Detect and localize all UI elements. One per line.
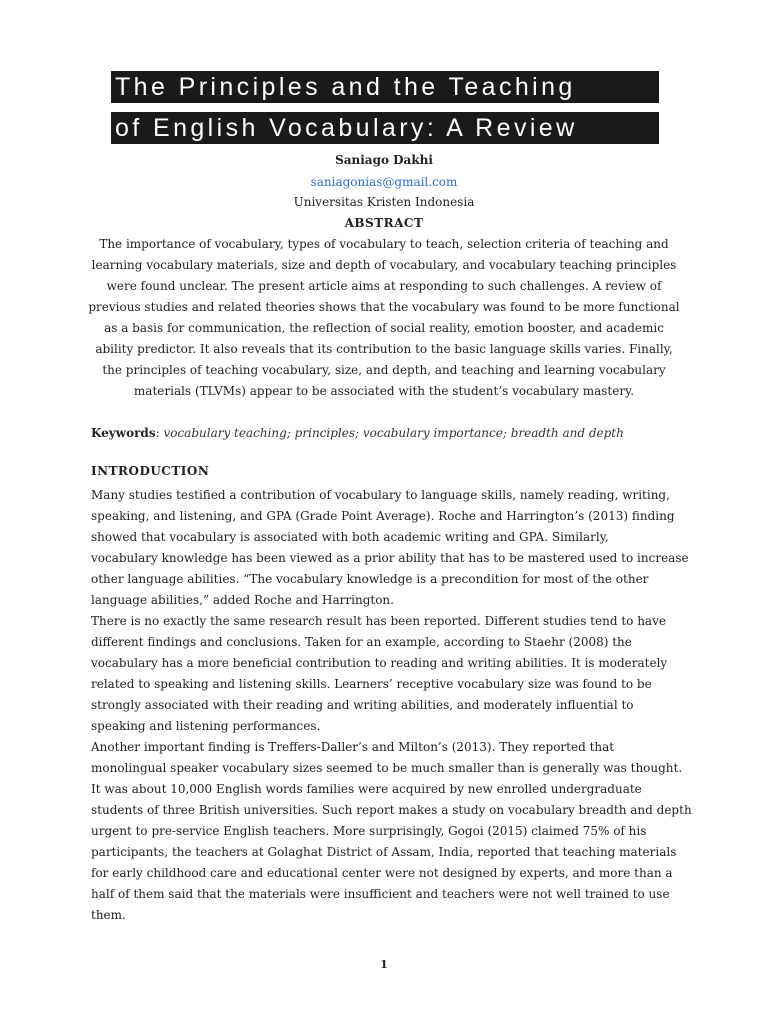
body-line: speaking, and listening, and GPA (Grade Point Average). Roche and Harrington’s (2013) finding (91, 509, 675, 523)
body-line: strongly associated with their reading and writing abilities, and moderately influential to (91, 698, 634, 712)
author-email[interactable]: saniagonias@gmail.com (310, 175, 458, 189)
keywords-text: vocabulary teaching; principles; vocabulary importance; breadth and depth (163, 426, 624, 440)
body-line: related to speaking and listening skills. Learners’ receptive vocabulary size was found to be (91, 677, 652, 691)
abstract-line: previous studies and related theories shows that the vocabulary was found to be more functional (88, 300, 680, 314)
title-line-2: of English Vocabulary: A Review (111, 112, 659, 144)
body-line: Many studies testified a contribution of vocabulary to language skills, namely reading, writing, (91, 488, 670, 502)
body-line: showed that vocabulary is associated with both academic writing and GPA. Similarly, (91, 530, 609, 544)
abstract-line: ability predictor. It also reveals that its contribution to the basic language skills varies. Finally, (95, 342, 673, 356)
introduction-heading: INTRODUCTION (91, 464, 210, 478)
body-line: different findings and conclusions. Taken for an example, according to Staehr (2008) the (91, 635, 632, 649)
body-line: half of them said that the materials were insufficient and teachers were not well trained to use (91, 887, 670, 901)
body-line: students of three British universities. Such report makes a study on vocabulary breadth and depth (91, 803, 692, 817)
body-line: vocabulary has a more beneficial contribution to reading and writing abilities. It is moderately (91, 656, 668, 670)
body-line: It was about 10,000 English words families were acquired by new enrolled undergraduate (91, 782, 642, 796)
abstract-body (86, 234, 682, 402)
body-line: urgent to pre-service English teachers. More surprisingly, Gogoi (2015) claimed 75% of his (91, 824, 647, 838)
keywords-label: Keywords (91, 426, 156, 440)
body-line: vocabulary knowledge has been viewed as a prior ability that has to be mastered used to increase (91, 551, 689, 565)
body-line: Another important finding is Treffers-Daller’s and Milton’s (2013). They reported that (91, 740, 615, 754)
body-line: monolingual speaker vocabulary sizes seemed to be much smaller than is generally was thought. (91, 761, 683, 775)
abstract-line: as a basis for communication, the reflection of social reality, emotion booster, and academic (104, 321, 664, 335)
body-line: There is no exactly the same research result has been reported. Different studies tend to have (91, 614, 666, 628)
abstract-line: learning vocabulary materials, size and depth of vocabulary, and vocabulary teaching principles (91, 258, 677, 272)
page-number: 1 (380, 958, 388, 971)
body-line: speaking and listening performances. (91, 719, 321, 733)
body-line: participants, the teachers at Golaghat District of Assam, India, reported that teaching materials (91, 845, 677, 859)
abstract-line: materials (TLVMs) appear to be associated with the student’s vocabulary mastery. (133, 384, 635, 398)
body-line: other language abilities. “The vocabulary knowledge is a precondition for most of the other (91, 572, 649, 586)
abstract-line: the principles of teaching vocabulary, size, and depth, and teaching and learning vocabulary (102, 363, 666, 377)
body-line: them. (91, 908, 126, 922)
author-affiliation: Universitas Kristen Indonesia (293, 195, 475, 209)
author-name: Saniago Dakhi (335, 153, 433, 167)
body-line: language abilities,” added Roche and Harrington. (91, 593, 394, 607)
body-line: for early childhood care and educational center were not designed by experts, and more than a (91, 866, 673, 880)
abstract-line: were found unclear. The present article aims at responding to such challenges. A review of (106, 279, 662, 293)
title-line-1: The Principles and the Teaching (111, 71, 659, 103)
abstract-line: The importance of vocabulary, types of vocabulary to teach, selection criteria of teaching and (99, 237, 669, 251)
introduction-body (91, 485, 691, 926)
abstract-heading: ABSTRACT (344, 216, 424, 230)
keywords: Keywords: vocabulary teaching; principles; vocabulary importance; breadth and depth (91, 426, 624, 440)
